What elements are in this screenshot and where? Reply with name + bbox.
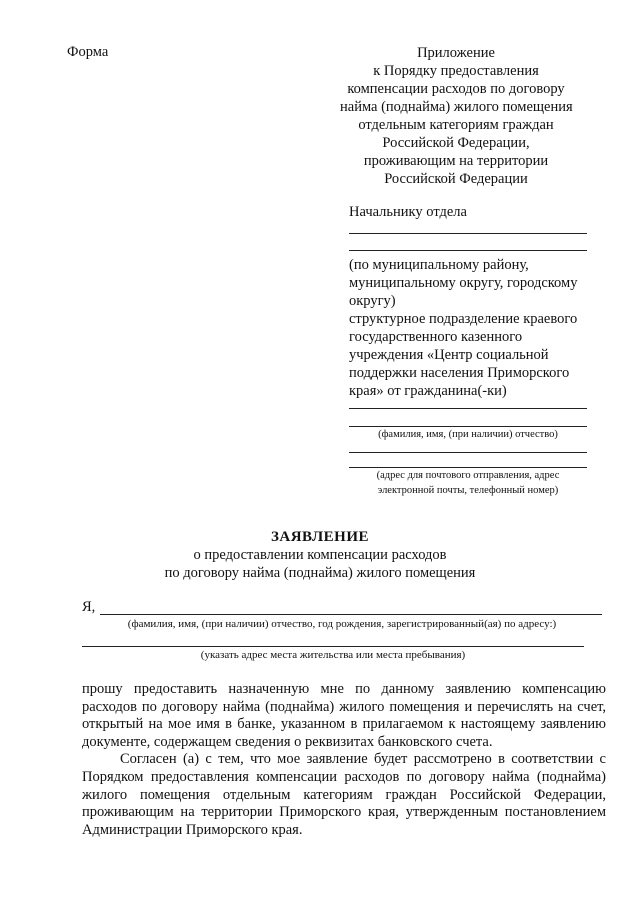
name-caption: (фамилия, имя, (при наличии) отчество) — [378, 429, 558, 440]
addressee-text-line: учреждения «Центр социальной — [349, 347, 549, 363]
appendix-line: Российской Федерации, — [382, 135, 530, 151]
body-paragraph-1: прошу предоставить назначенную мне по данному заявлению компенсацию расходов по договору найма (поднайма) жилого помещения и перечислять на счет, открытый на мое имя в банке, указанном в прилагаемом к настоящему заявлению документе, содержащем сведения о реквизитах банковского счета. — [82, 681, 606, 750]
appendix-line: проживающим на территории — [363, 153, 549, 169]
addressee-description — [349, 256, 594, 400]
addressee-text-line: края» от гражданина(-ки) — [349, 383, 507, 399]
applicant-address-line[interactable] — [349, 452, 587, 453]
addressee-text-line: (по муниципальному району, — [349, 257, 529, 273]
addressee-text-line: государственного казенного — [349, 329, 523, 345]
applicant-prefix: Я, — [82, 599, 96, 615]
applicant-residence-line[interactable] — [82, 646, 584, 647]
applicant-full-name-line[interactable] — [100, 614, 602, 615]
address-caption-2: электронной почты, телефонный номер) — [377, 485, 559, 496]
addressee-text-line: муниципальному округу, городскому — [349, 275, 578, 291]
applicant-address-line-2[interactable] — [349, 467, 587, 468]
appendix-line: компенсации расходов по договору — [347, 81, 565, 97]
address-caption-1: (адрес для почтового отправления, адрес — [376, 470, 560, 481]
statement-subtitle-1: о предоставлении компенсации расходов — [193, 547, 447, 563]
appendix-line: отдельным категориям граждан — [358, 117, 554, 133]
statement-body — [82, 681, 606, 839]
addressee-label: Начальнику отдела — [349, 204, 467, 220]
statement-title-block — [60, 528, 580, 582]
appendix-line: найма (поднайма) жилого помещения — [340, 99, 573, 115]
body-paragraph-2: Согласен (а) с тем, что мое заявление будет рассмотрено в соответствии с Порядком предоставления компенсации расходов по договору найма (поднайма) жилого помещения отдельным категориям граждан Российской Федерации, проживающим на территории Приморского края, утвержденным постановлением Администрации Приморского края. — [82, 751, 606, 838]
department-name-line[interactable] — [349, 233, 587, 234]
addressee-text-line: поддержки населения Приморского — [349, 365, 570, 381]
appendix-line: к Порядку предоставления — [373, 63, 539, 79]
applicant-name-line[interactable] — [349, 408, 587, 409]
department-name-line-2[interactable] — [349, 250, 587, 251]
statement-subtitle-2: по договору найма (поднайма) жилого помещения — [164, 565, 476, 581]
applicant-caption-1: (фамилия, имя, (при наличии) отчество, год рождения, зарегистрированный(ая) по адресу:) — [127, 618, 557, 630]
addressee-text-line: структурное подразделение краевого — [349, 311, 578, 327]
applicant-caption-2: (указать адрес места жительства или места пребывания) — [200, 649, 466, 661]
appendix-line: Приложение — [417, 45, 495, 61]
addressee-text-line: округу) — [349, 293, 396, 309]
appendix-line: Российской Федерации — [384, 171, 528, 187]
form-label: Форма — [67, 44, 109, 60]
appendix-header — [340, 44, 572, 188]
statement-title: ЗАЯВЛЕНИЕ — [270, 529, 370, 545]
applicant-name-line-2[interactable] — [349, 426, 587, 427]
